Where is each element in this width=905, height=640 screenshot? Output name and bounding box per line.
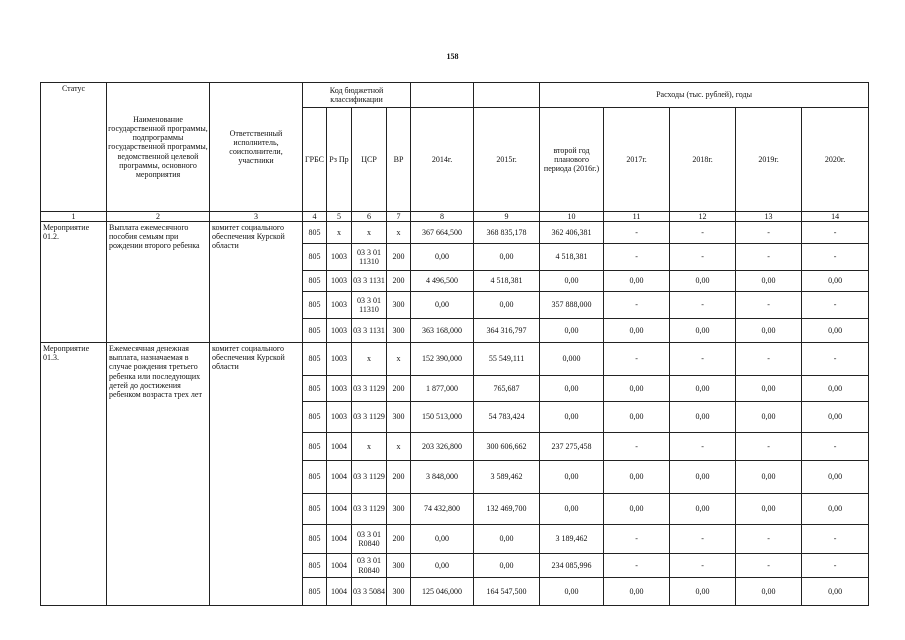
value-2016: 357 888,000 — [540, 292, 604, 319]
vr-cell: 200 — [387, 461, 411, 494]
grbs-cell: 805 — [303, 461, 327, 494]
value-2019: 0,00 — [736, 376, 802, 402]
value-2017: - — [604, 343, 670, 376]
column-number: 7 — [387, 212, 411, 222]
value-2017: 0,00 — [604, 494, 670, 525]
value-2016: 234 085,996 — [540, 554, 604, 578]
vr-cell: 300 — [387, 319, 411, 343]
vr-cell: 200 — [387, 244, 411, 271]
header-csr: ЦСР — [352, 108, 387, 212]
header-year-2017: 2017г. — [604, 108, 670, 212]
column-number: 14 — [802, 212, 869, 222]
column-number: 3 — [210, 212, 303, 222]
csr-cell: 03 3 01 R0840 — [352, 525, 387, 554]
value-2014: 74 432,800 — [411, 494, 474, 525]
value-2019: - — [736, 554, 802, 578]
value-2017: 0,00 — [604, 402, 670, 433]
vr-cell: х — [387, 343, 411, 376]
grbs-cell: 805 — [303, 525, 327, 554]
value-2015: 0,00 — [474, 554, 540, 578]
rzpr-cell: 1003 — [327, 319, 352, 343]
value-2020: - — [802, 244, 869, 271]
header-year-2015: 2015г. — [474, 108, 540, 212]
csr-cell: 03 3 1131 — [352, 271, 387, 292]
vr-cell: х — [387, 433, 411, 461]
table-row — [41, 343, 869, 376]
value-2020: 0,00 — [802, 402, 869, 433]
header-name: Наименование государственной программы, подпрограммы государственной программы, ведомственной целевой программы, основного мероприятия — [107, 83, 210, 212]
column-number: 2 — [107, 212, 210, 222]
column-number: 8 — [411, 212, 474, 222]
value-2017: - — [604, 433, 670, 461]
value-2018: - — [670, 433, 736, 461]
value-2018: - — [670, 244, 736, 271]
budget-table — [40, 82, 869, 606]
value-2020: - — [802, 433, 869, 461]
value-2017: - — [604, 244, 670, 271]
value-2015: 0,00 — [474, 525, 540, 554]
value-2018: - — [670, 222, 736, 244]
value-2015: 368 835,178 — [474, 222, 540, 244]
header-year-2014: 2014г. — [411, 108, 474, 212]
header-rzpr: Рз Пр — [327, 108, 352, 212]
value-2014: 0,00 — [411, 292, 474, 319]
value-2020: 0,00 — [802, 578, 869, 606]
vr-cell: 300 — [387, 292, 411, 319]
column-number: 10 — [540, 212, 604, 222]
csr-cell: х — [352, 433, 387, 461]
value-2016: 0,00 — [540, 461, 604, 494]
value-2017: 0,00 — [604, 376, 670, 402]
column-number: 12 — [670, 212, 736, 222]
name-cell: Выплата ежемесячного пособия семьям при рождении второго ребенка — [107, 222, 210, 343]
column-number: 9 — [474, 212, 540, 222]
vr-cell: 200 — [387, 376, 411, 402]
csr-cell: 03 3 1131 — [352, 319, 387, 343]
page-number: 158 — [446, 52, 459, 61]
value-2020: - — [802, 292, 869, 319]
value-2017: 0,00 — [604, 319, 670, 343]
rzpr-cell: 1003 — [327, 292, 352, 319]
rzpr-cell: 1004 — [327, 461, 352, 494]
value-2017: - — [604, 554, 670, 578]
grbs-cell: 805 — [303, 244, 327, 271]
csr-cell: х — [352, 222, 387, 244]
value-2019: 0,00 — [736, 578, 802, 606]
grbs-cell: 805 — [303, 578, 327, 606]
value-2015: 765,687 — [474, 376, 540, 402]
value-2014: 150 513,000 — [411, 402, 474, 433]
value-2019: - — [736, 433, 802, 461]
value-2014: 4 496,500 — [411, 271, 474, 292]
value-2019: - — [736, 525, 802, 554]
table-body — [41, 222, 869, 606]
rzpr-cell: 1003 — [327, 376, 352, 402]
value-2014: 0,00 — [411, 525, 474, 554]
value-2020: - — [802, 343, 869, 376]
vr-cell: х — [387, 222, 411, 244]
column-number: 1 — [41, 212, 107, 222]
value-2014: 0,00 — [411, 554, 474, 578]
value-2014: 367 664,500 — [411, 222, 474, 244]
csr-cell: 03 3 01 R0840 — [352, 554, 387, 578]
value-2017: 0,00 — [604, 578, 670, 606]
csr-cell: 03 3 1129 — [352, 494, 387, 525]
header-expenses: Расходы (тыс. рублей), годы — [540, 83, 869, 108]
value-2020: 0,00 — [802, 271, 869, 292]
value-2018: - — [670, 554, 736, 578]
value-2020: 0,00 — [802, 376, 869, 402]
header-budget-code: Код бюджетной классификации — [303, 83, 411, 108]
value-2015: 54 783,424 — [474, 402, 540, 433]
grbs-cell: 805 — [303, 402, 327, 433]
value-2016: 0,00 — [540, 376, 604, 402]
value-2015: 4 518,381 — [474, 271, 540, 292]
grbs-cell: 805 — [303, 271, 327, 292]
value-2014: 152 390,000 — [411, 343, 474, 376]
grbs-cell: 805 — [303, 222, 327, 244]
value-2015: 164 547,500 — [474, 578, 540, 606]
grbs-cell: 805 — [303, 376, 327, 402]
header-year-2018: 2018г. — [670, 108, 736, 212]
header-year-2019: 2019г. — [736, 108, 802, 212]
table-row — [41, 222, 869, 244]
grbs-cell: 805 — [303, 433, 327, 461]
status-cell: Мероприятие 01.3. — [41, 343, 107, 606]
value-2016: 4 518,381 — [540, 244, 604, 271]
rzpr-cell: 1004 — [327, 494, 352, 525]
value-2018: 0,00 — [670, 376, 736, 402]
value-2014: 0,00 — [411, 244, 474, 271]
value-2018: - — [670, 292, 736, 319]
header-year-2020: 2020г. — [802, 108, 869, 212]
csr-cell: 03 3 01 11310 — [352, 244, 387, 271]
value-2019: 0,00 — [736, 494, 802, 525]
value-2017: - — [604, 222, 670, 244]
value-2019: 0,00 — [736, 271, 802, 292]
value-2016: 3 189,462 — [540, 525, 604, 554]
vr-cell: 300 — [387, 402, 411, 433]
value-2015: 364 316,797 — [474, 319, 540, 343]
value-2019: - — [736, 292, 802, 319]
header-status: Статус — [41, 83, 107, 212]
column-number: 6 — [352, 212, 387, 222]
column-number-row — [41, 212, 869, 222]
value-2016: 0,00 — [540, 319, 604, 343]
name-cell: Ежемесячная денежная выплата, назначаемая в случае рождения третьего ребенка или последующих детей до достижения ребенком возраста трех лет — [107, 343, 210, 606]
value-2018: 0,00 — [670, 402, 736, 433]
value-2018: - — [670, 343, 736, 376]
column-number: 5 — [327, 212, 352, 222]
header-blank-8 — [411, 83, 474, 108]
header-year-2016: второй год планового периода (2016г.) — [540, 108, 604, 212]
value-2015: 300 606,662 — [474, 433, 540, 461]
column-number: 13 — [736, 212, 802, 222]
vr-cell: 200 — [387, 525, 411, 554]
grbs-cell: 805 — [303, 319, 327, 343]
header-executor: Ответственный исполнитель, соисполнители, участники — [210, 83, 303, 212]
header-grbs: ГРБС — [303, 108, 327, 212]
value-2014: 203 326,800 — [411, 433, 474, 461]
rzpr-cell: 1003 — [327, 402, 352, 433]
vr-cell: 200 — [387, 271, 411, 292]
csr-cell: 03 3 01 11310 — [352, 292, 387, 319]
value-2015: 3 589,462 — [474, 461, 540, 494]
csr-cell: 03 3 1129 — [352, 461, 387, 494]
value-2016: 0,00 — [540, 271, 604, 292]
value-2016: 362 406,381 — [540, 222, 604, 244]
value-2015: 0,00 — [474, 244, 540, 271]
value-2017: 0,00 — [604, 461, 670, 494]
value-2015: 55 549,111 — [474, 343, 540, 376]
column-number: 11 — [604, 212, 670, 222]
value-2016: 0,00 — [540, 402, 604, 433]
rzpr-cell: 1004 — [327, 554, 352, 578]
csr-cell: 03 3 5084 — [352, 578, 387, 606]
header-blank-9 — [474, 83, 540, 108]
csr-cell: х — [352, 343, 387, 376]
rzpr-cell: 1004 — [327, 433, 352, 461]
grbs-cell: 805 — [303, 494, 327, 525]
rzpr-cell: 1004 — [327, 578, 352, 606]
value-2019: 0,00 — [736, 319, 802, 343]
value-2020: 0,00 — [802, 494, 869, 525]
value-2019: 0,00 — [736, 402, 802, 433]
value-2019: - — [736, 222, 802, 244]
value-2018: 0,00 — [670, 319, 736, 343]
value-2017: - — [604, 292, 670, 319]
value-2017: - — [604, 525, 670, 554]
value-2019: 0,00 — [736, 461, 802, 494]
value-2015: 0,00 — [474, 292, 540, 319]
value-2020: - — [802, 554, 869, 578]
grbs-cell: 805 — [303, 554, 327, 578]
csr-cell: 03 3 1129 — [352, 376, 387, 402]
value-2016: 0,00 — [540, 578, 604, 606]
value-2020: 0,00 — [802, 461, 869, 494]
column-number: 4 — [303, 212, 327, 222]
rzpr-cell: 1003 — [327, 271, 352, 292]
grbs-cell: 805 — [303, 343, 327, 376]
executor-cell: комитет социального обеспечения Курской области — [210, 222, 303, 343]
header-vr: ВР — [387, 108, 411, 212]
status-cell: Мероприятие 01.2. — [41, 222, 107, 343]
vr-cell: 300 — [387, 494, 411, 525]
value-2018: 0,00 — [670, 578, 736, 606]
value-2014: 363 168,000 — [411, 319, 474, 343]
value-2019: - — [736, 244, 802, 271]
rzpr-cell: 1003 — [327, 244, 352, 271]
csr-cell: 03 3 1129 — [352, 402, 387, 433]
rzpr-cell: х — [327, 222, 352, 244]
value-2018: 0,00 — [670, 494, 736, 525]
value-2016: 0,00 — [540, 494, 604, 525]
value-2015: 132 469,700 — [474, 494, 540, 525]
value-2018: 0,00 — [670, 271, 736, 292]
value-2020: 0,00 — [802, 319, 869, 343]
value-2018: - — [670, 525, 736, 554]
vr-cell: 300 — [387, 578, 411, 606]
rzpr-cell: 1004 — [327, 525, 352, 554]
value-2016: 0,000 — [540, 343, 604, 376]
vr-cell: 300 — [387, 554, 411, 578]
grbs-cell: 805 — [303, 292, 327, 319]
value-2016: 237 275,458 — [540, 433, 604, 461]
value-2020: - — [802, 222, 869, 244]
value-2017: 0,00 — [604, 271, 670, 292]
value-2014: 125 046,000 — [411, 578, 474, 606]
value-2018: 0,00 — [670, 461, 736, 494]
value-2019: - — [736, 343, 802, 376]
value-2020: - — [802, 525, 869, 554]
rzpr-cell: 1003 — [327, 343, 352, 376]
value-2014: 1 877,000 — [411, 376, 474, 402]
value-2014: 3 848,000 — [411, 461, 474, 494]
executor-cell: комитет социального обеспечения Курской области — [210, 343, 303, 606]
